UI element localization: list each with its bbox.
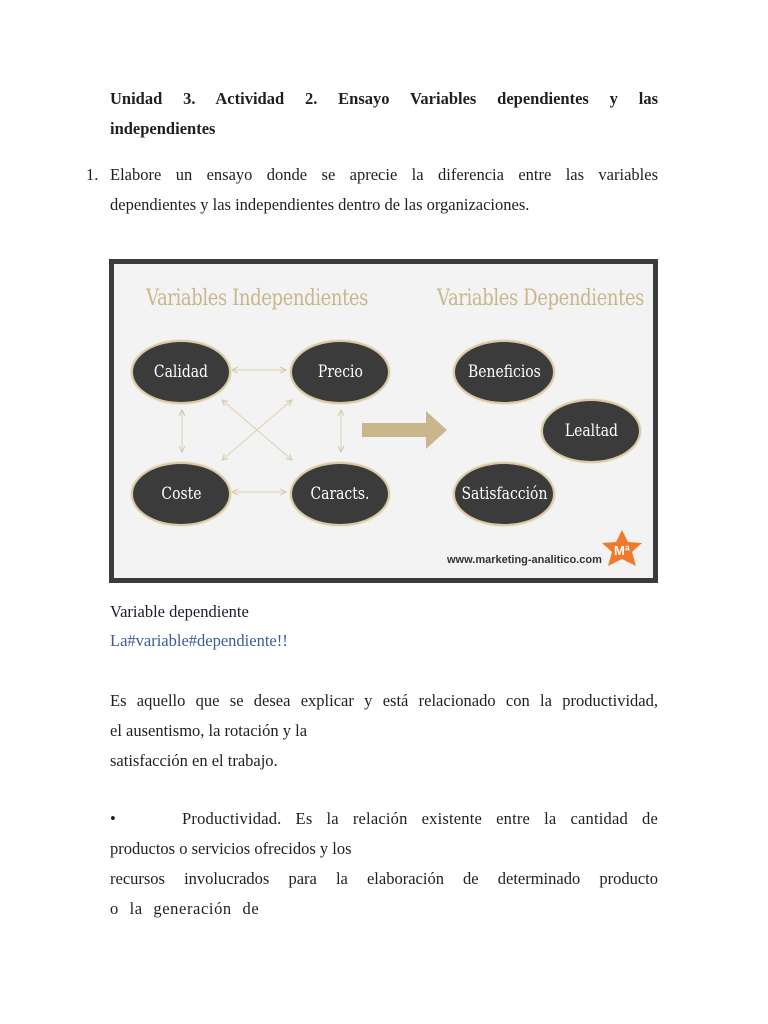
title-line-2: independientes [110,119,216,138]
paragraph-line-3: satisfacción en el trabajo. [110,751,278,770]
node-satisfaccion: Satisfacción [453,462,555,526]
node-beneficios: Beneficios [453,340,555,404]
brand-badge-text: Mª [614,543,630,558]
bullet-line-3: recursos involucrados para la elaboración de determinado producto [110,869,658,888]
bullet-line-4: o la generación de [110,899,260,918]
question-number: 1. [86,165,99,184]
bullet-item [110,804,658,924]
definition-paragraph [110,686,658,776]
paragraph-line-1: Es aquello que se desea explicar y está relacionado con la productividad, [110,691,658,710]
question-text [110,160,658,220]
section-subheading-link: La#variable#dependiente!! [110,631,288,650]
bullet-line-1: Productividad. Es la relación existente entre la cantidad de [182,809,658,828]
question-line-2: dependientes y las independientes dentro de las organizaciones. [110,195,530,214]
bullet-symbol: • [110,809,116,828]
section-subheading: Variable dependiente [110,602,249,621]
node-precio: Precio [290,340,390,404]
question-line-1: Elabore un ensayo donde se aprecie la diferencia entre las variables [110,165,658,184]
node-caracts: Caracts. [290,462,390,526]
header-dependent: Variables Dependientes [437,286,645,311]
header-independent: Variables Independientes [146,286,369,311]
website-credit: www.marketing-analitico.com [447,554,602,566]
paragraph-line-2: el ausentismo, la rotación y la [110,721,308,740]
node-lealtad: Lealtad [541,399,641,463]
document-title [110,84,658,144]
node-calidad: Calidad [131,340,231,404]
title-line-1: Unidad 3. Actividad 2. Ensayo Variables dependientes y las [110,89,658,108]
diagram-canvas [114,264,653,578]
bullet-line-2: productos o servicios ofrecidos y los [110,839,352,858]
node-coste: Coste [131,462,231,526]
variables-diagram [109,259,658,583]
